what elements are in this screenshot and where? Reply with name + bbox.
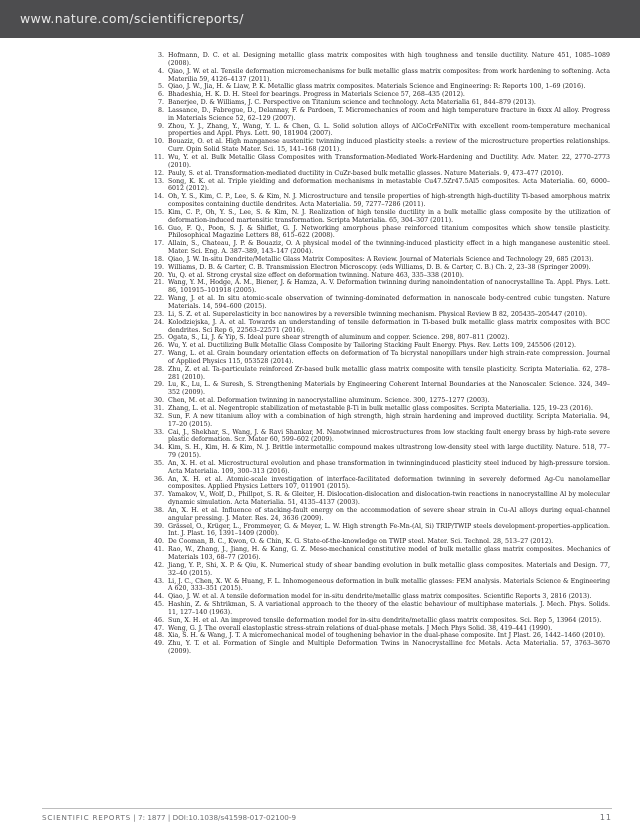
reference-text: Li, J. C., Chen, X. W. & Huang, F. L. Inhomogeneous deformation in bulk metallic glasses: FEM analysis. Materials Science & Engineering A 620, 333–351 (2015). bbox=[168, 577, 610, 593]
reference-item bbox=[140, 83, 610, 91]
reference-number: 8. bbox=[157, 106, 164, 114]
reference-number: 16. bbox=[153, 224, 164, 232]
reference-number: 34. bbox=[153, 444, 164, 452]
reference-text: Qiao, J. W. In-situ Dendrite/Metallic Glass Matrix Composites: A Review. Journal of Materials Science and Technology 29, 685 (2013). bbox=[168, 255, 594, 263]
reference-text: Wang, J. et al. In situ atomic-scale observation of twinning-dominated deformation in nanoscale body-centred cubic tungsten. Nature Materials. 14, 594–600 (2015). bbox=[168, 295, 610, 310]
reference-item bbox=[140, 295, 610, 311]
reference-number: 42. bbox=[153, 561, 164, 569]
reference-text: Banerjee, D. & Williams, J. C. Perspective on Titanium science and technology. Acta Materialia 61, 844–879 (2013). bbox=[168, 99, 536, 107]
reference-item bbox=[140, 523, 610, 539]
reference-item bbox=[140, 429, 610, 445]
reference-item bbox=[140, 170, 610, 178]
reference-item bbox=[140, 264, 610, 272]
reference-text: Wang, Y. M., Hodge, A. M., Biener, J. & Hamza, A. V. Deformation twinning during nanoindentation of nanocrystalline Ta. Appl. Phys. Lett. 86, 101915–101918 (2005). bbox=[168, 279, 610, 295]
site-url[interactable]: www.nature.com/scientificreports/ bbox=[20, 11, 244, 26]
reference-item bbox=[140, 562, 610, 578]
reference-item bbox=[140, 52, 610, 68]
reference-text: Qiao, J. W. et al. A tensile deformation model for in-situ dendrite/metallic glass matrix composites. Scientific Reports 3, 2816 (2013). bbox=[168, 593, 592, 601]
reference-item bbox=[140, 154, 610, 170]
reference-item bbox=[140, 240, 610, 256]
journal-name: SCIENTIFIC REPORTS bbox=[42, 813, 132, 822]
reference-number: 36. bbox=[153, 475, 164, 483]
reference-text: Kim, C. P., Oh, Y. S., Lee, S. & Kim, N. J. Realization of high tensile ductility in a bulk metallic glass composite by the utilization of deformation-induced martensitic transformation. Scripta Materialia. 65, 304–307 (2011). bbox=[168, 208, 610, 224]
reference-number: 41. bbox=[153, 546, 164, 554]
reference-text: Lu, K., Lu, L. & Suresh, S. Strengthening Materials by Engineering Coherent Internal Boundaries at the Nanoscaler. Science. 324, 349–352 (2009). bbox=[168, 381, 610, 397]
reference-number: 13. bbox=[153, 177, 164, 185]
reference-text: Allain, S., Chateau, J. P. & Bouaziz, O. A physical model of the twinning-induced plasticity effect in a high manganese austenitic steel. Mater. Sci. Eng. A. 387–389, 143–147 (2004). bbox=[168, 240, 610, 256]
reference-item bbox=[140, 632, 610, 640]
reference-number: 24. bbox=[153, 318, 164, 326]
reference-text: Hashin, Z. & Shtrikman, S. A variational approach to the theory of the elastic behaviour of multiphase materials. J. Mech. Phys. Solids. 11, 127–140 (1963). bbox=[168, 601, 610, 616]
reference-item bbox=[140, 413, 610, 429]
reference-number: 48. bbox=[153, 632, 164, 640]
reference-text: Zhang, L. et al. Negentropic stabilization of metastable β-Ti in bulk metallic glass composites. Scripta Materialia. 125, 19–23 (2016). bbox=[168, 404, 593, 412]
reference-number: 40. bbox=[153, 538, 164, 546]
reference-text: Williams, D. B. & Carter, C. B. Transmission Electron Microscopy. (eds Williams, D. B. & Carter, C. B.) Ch. 2, 23–38 (Springer 2009). bbox=[168, 263, 591, 271]
reference-item bbox=[140, 334, 610, 342]
reference-number: 21. bbox=[153, 279, 164, 287]
reference-item bbox=[140, 178, 610, 194]
reference-number: 4. bbox=[157, 67, 164, 75]
reference-text: Hofmann, D. C. et al. Designing metallic glass matrix composites with high toughness and tensile ductility. Nature 451, 1085–1089 (2008). bbox=[168, 52, 610, 67]
reference-text: Qiao, J. W. et al. Tensile deformation micromechanisms for bulk metallic glass matrix composites: from work hardening to softening. Acta Materilia 59, 4126–4137 (2011). bbox=[168, 67, 610, 83]
reference-number: 14. bbox=[153, 193, 164, 201]
reference-text: Pauly, S. et al. Transformation-mediated ductility in CuZr-based bulk metallic glasses. Nature Materials. 9, 473–477 (2010). bbox=[168, 169, 564, 177]
reference-number: 35. bbox=[153, 459, 164, 467]
reference-text: Wang, L. et al. Grain boundary orientation effects on deformation of Ta bicrystal nanopillars under high strain-rate compression. Journal of Applied Physics 115, 053528 (2014). bbox=[168, 350, 610, 365]
reference-number: 20. bbox=[153, 271, 164, 279]
reference-item bbox=[140, 444, 610, 460]
reference-text: De Cooman, B. C., Kwon, O. & Chin, K. G. State-of-the-knowledge on TWIP steel. Mater. Sci. Technol. 28, 513–27 (2012). bbox=[168, 538, 554, 546]
reference-text: Cai, J., Shekhar, S., Wang, J. & Ravi Shankar, M. Nanotwinned microstructures from low stacking fault energy brass by high-rate severe plastic deformation. Scr. Mater 60, 599–602 (2009). bbox=[168, 428, 610, 444]
reference-number: 27. bbox=[153, 350, 164, 358]
reference-number: 18. bbox=[153, 255, 164, 263]
reference-text: Lassance, D., Fabregue, D., Delannay, F. & Pardoen, T. Micromechanics of room and high temperature fracture in 6xxx Al alloy. Progress in Materials Science 52, 62–129 (2007). bbox=[168, 106, 610, 122]
reference-text: An, X. H. et al. Atomic-scale investigation of interface-facilitated deformation twinning in severely deformed Ag-Cu nanolamellar composites. Applied Physics Letters 107, 011901 (2015). bbox=[168, 475, 610, 491]
reference-text: Wu, Y. et al. Ductilizing Bulk Metallic Glass Composite by Tailoring Stacking Fault Energy. Phys. Rev. Letts 109, 245506 (2012). bbox=[168, 342, 577, 350]
page-footer bbox=[42, 813, 612, 824]
reference-number: 44. bbox=[153, 593, 164, 601]
article-citation: | 7: 1877 | DOI:10.1038/s41598-017-02100-9 bbox=[131, 813, 297, 822]
reference-item bbox=[140, 601, 610, 617]
reference-number: 43. bbox=[153, 577, 164, 585]
reference-item bbox=[140, 279, 610, 295]
reference-item bbox=[140, 578, 610, 594]
reference-number: 22. bbox=[153, 295, 164, 303]
reference-item bbox=[140, 593, 610, 601]
reference-text: Grässel, O., Krüger, L., Frommeyer, G. & Meyer, L. W. High strength Fe-Mn-(Al, Si) TRIP/TWIP steels development-properties-application. Int. J. Plast. 16, 1391–1409 (2000). bbox=[168, 522, 610, 538]
footer-divider bbox=[42, 808, 612, 809]
reference-item bbox=[140, 640, 610, 656]
reference-item bbox=[140, 225, 610, 241]
reference-item bbox=[140, 538, 610, 546]
reference-item bbox=[140, 476, 610, 492]
reference-item bbox=[140, 625, 610, 633]
reference-text: Chen, M. et al. Deformation twinning in nanocrystalline aluminum. Science. 300, 1275–1277 (2003). bbox=[168, 397, 490, 405]
reference-number: 5. bbox=[157, 83, 164, 91]
reference-number: 23. bbox=[153, 310, 164, 318]
reference-item bbox=[140, 546, 610, 562]
reference-text: Li, S. Z. et al. Superelasticity in bcc nanowires by a reversible twinning mechanism. Physical Review B 82, 205435–205447 (2010). bbox=[168, 310, 588, 318]
reference-number: 12. bbox=[153, 169, 164, 177]
reference-number: 37. bbox=[153, 491, 164, 499]
reference-text: Yu, Q. et al. Strong crystal size effect on deformation twinning. Nature 463, 335–338 (2010). bbox=[168, 271, 464, 279]
reference-number: 47. bbox=[153, 624, 164, 632]
reference-item bbox=[140, 107, 610, 123]
reference-number: 38. bbox=[153, 506, 164, 514]
reference-text: Rao, W., Zhang, J., Jiang, H. & Kang, G. Z. Meso-mechanical constitutive model of bulk metallic glass matrix composites. Mechanics of Materials 103, 68–77 (2016). bbox=[168, 546, 610, 561]
reference-item bbox=[140, 319, 610, 335]
reference-text: Sun, X. H. et al. An improved tensile deformation model for in-situ dendrite/metallic glass matrix composites. Sci. Rep 5, 13964 (2015). bbox=[168, 616, 602, 624]
reference-number: 26. bbox=[153, 342, 164, 350]
reference-text: Qiao, J. W., Jia, H. & Liaw, P. K. Metallic glass matrix composites. Materials Science and Engineering: R: Reports 100, 1–69 (2016). bbox=[168, 83, 586, 91]
reference-item bbox=[140, 460, 610, 476]
reference-number: 15. bbox=[153, 208, 164, 216]
reference-item bbox=[140, 138, 610, 154]
reference-text: Kolodziejska, J. A. et al. Towards an understanding of tensile deformation in Ti-based bulk metallic glass matrix composites with BCC dendrites. Sci Rep 6, 22563–22571 (2016). bbox=[168, 318, 610, 334]
reference-text: Xia, S. H. & Wang, J. T. A micromechanical model of toughening behavior in the dual-phase composite. Int J Plast. 26, 1442–1460 (2010). bbox=[168, 632, 606, 640]
reference-text: Kim, S. H., Kim, H. & Kim, N. J. Brittle intermetallic compound makes ultrastrong low-density steel with large ductility. Nature. 518, 77–79 (2015). bbox=[168, 444, 610, 460]
reference-text: Zhu, Z. et al. Ta-particulate reinforced Zr-based bulk metallic glass matrix composite with tensile plasticity. Scripta Materialia. 62, 278–281 (2010). bbox=[168, 365, 610, 381]
reference-item bbox=[140, 123, 610, 139]
reference-number: 17. bbox=[153, 240, 164, 248]
reference-text: Zhou, Y. J., Zhang, Y., Wang, Y. L. & Chen, G. L. Solid solution alloys of AlCoCrFeNiTix with excellent room-temperature mechanical properties and Appl. Phys. Lett. 90, 181904 (2007). bbox=[168, 122, 610, 138]
page-number: 11 bbox=[599, 813, 612, 822]
reference-number: 49. bbox=[153, 640, 164, 648]
reference-number: 46. bbox=[153, 616, 164, 624]
reference-item bbox=[140, 366, 610, 382]
reference-number: 39. bbox=[153, 522, 164, 530]
reference-number: 3. bbox=[157, 52, 164, 59]
site-header-bar bbox=[0, 0, 640, 38]
reference-number: 29. bbox=[153, 381, 164, 389]
reference-item bbox=[140, 193, 610, 209]
reference-item bbox=[140, 491, 610, 507]
reference-text: Song, K. K. et al. Triple yielding and deformation mechanisms in metastable Cu47.5Zr47.5Al5 composites. Acta Materialia. 60, 6000–6012 (2012). bbox=[168, 177, 610, 193]
reference-item bbox=[140, 311, 610, 319]
reference-text: Sun, F. A new titanium alloy with a combination of high strength, high strain hardening and improved ductility. Scripta Materialia. 94, 17–20 (2015). bbox=[168, 412, 610, 428]
reference-number: 32. bbox=[153, 412, 164, 420]
reference-text: Wu, Y. et al. Bulk Metallic Glass Composites with Transformation-Mediated Work-Hardening and Ductility. Adv. Mater. 22, 2770–2773 (2010). bbox=[168, 153, 610, 169]
reference-item bbox=[140, 209, 610, 225]
reference-item bbox=[140, 99, 610, 107]
reference-text: Bouaziz, O. et al. High manganese austenitic twinning induced plasticity steels: a review of the microstructure properties relationships. Curr. Opin Solid State Mater. Sci. 15, 141–168 (2011). bbox=[168, 138, 610, 154]
reference-number: 30. bbox=[153, 397, 164, 405]
reference-item bbox=[140, 617, 610, 625]
reference-text: Guo, F. Q., Poon, S. J. & Shiflet, G. J. Networking amorphous phase reinforced titanium composites which show tensile plasticity. Philosophical Magazine Letters 88, 615–622 (2008). bbox=[168, 224, 610, 240]
reference-item bbox=[140, 397, 610, 405]
reference-number: 28. bbox=[153, 365, 164, 373]
reference-list bbox=[140, 52, 610, 656]
reference-item bbox=[140, 350, 610, 366]
reference-number: 6. bbox=[157, 91, 164, 99]
reference-number: 33. bbox=[153, 428, 164, 436]
reference-item bbox=[140, 342, 610, 350]
reference-item bbox=[140, 68, 610, 84]
reference-item bbox=[140, 272, 610, 280]
reference-number: 7. bbox=[157, 99, 164, 107]
reference-text: An, X. H. et al. Microstructural evolution and phase transformation in twinninginduced plasticity steel induced by high-pressure torsion. Acta Materialia. 109, 300–313 (2016). bbox=[168, 459, 610, 475]
reference-number: 11. bbox=[153, 153, 164, 161]
reference-number: 10. bbox=[153, 138, 164, 146]
reference-item bbox=[140, 405, 610, 413]
reference-text: An, X. H. et al. Influence of stacking-fault energy on the accommodation of severe shear strain in Cu-Al alloys during equal-channel angular pressing. J. Mater. Res. 24, 3636 (2009). bbox=[168, 506, 610, 522]
reference-text: Zhu, Y. T. et al. Formation of Single and Multiple Deformation Twins in Nanocrystalline fcc Metals. Acta Materialia. 57, 3763–3670 (2009). bbox=[168, 640, 610, 656]
reference-item bbox=[140, 256, 610, 264]
reference-item bbox=[140, 381, 610, 397]
reference-text: Jiang, Y. P., Shi, X. P. & Qiu, K. Numerical study of shear banding evolution in bulk metallic glass composites. Materials and Design. 77, 32–40 (2015). bbox=[168, 561, 610, 577]
reference-text: Oh, Y. S., Kim, C. P., Lee, S. & Kim, N. J. Microstructure and tensile properties of high-strength high-ductility Ti-based amorphous matrix composites containing ductile dendrites. Acta Materialia. 59, 7277–7286 (2011). bbox=[168, 193, 610, 209]
reference-number: 45. bbox=[153, 601, 164, 609]
reference-item bbox=[140, 91, 610, 99]
reference-text: Weng, G. J. The overall elastoplastic stress-strain relations of dual-phase metals. J Mech Phys Solid. 38, 419–441 (1990). bbox=[168, 624, 553, 632]
reference-text: Yamakov, V., Wolf, D., Phillpot, S. R. & Gleiter, H. Dislocation-dislocation and dislocation-twin reactions in nanocrystalline Al by molecular dynamic simulation. Acta Materialia. 51, 4135–4137 (2003). bbox=[168, 491, 610, 507]
reference-number: 31. bbox=[153, 404, 164, 412]
reference-number: 19. bbox=[153, 263, 164, 271]
reference-number: 9. bbox=[157, 122, 164, 130]
reference-item bbox=[140, 507, 610, 523]
reference-text: Bhadeshia, H. K. D. H. Steel for bearings. Progress in Materials Science 57, 268–435 (2012). bbox=[168, 91, 465, 99]
reference-number: 25. bbox=[153, 334, 164, 342]
reference-text: Ogata, S., Li, J. & Yip, S. Ideal pure shear strength of aluminum and copper. Science. 298, 807–811 (2002). bbox=[168, 334, 510, 342]
